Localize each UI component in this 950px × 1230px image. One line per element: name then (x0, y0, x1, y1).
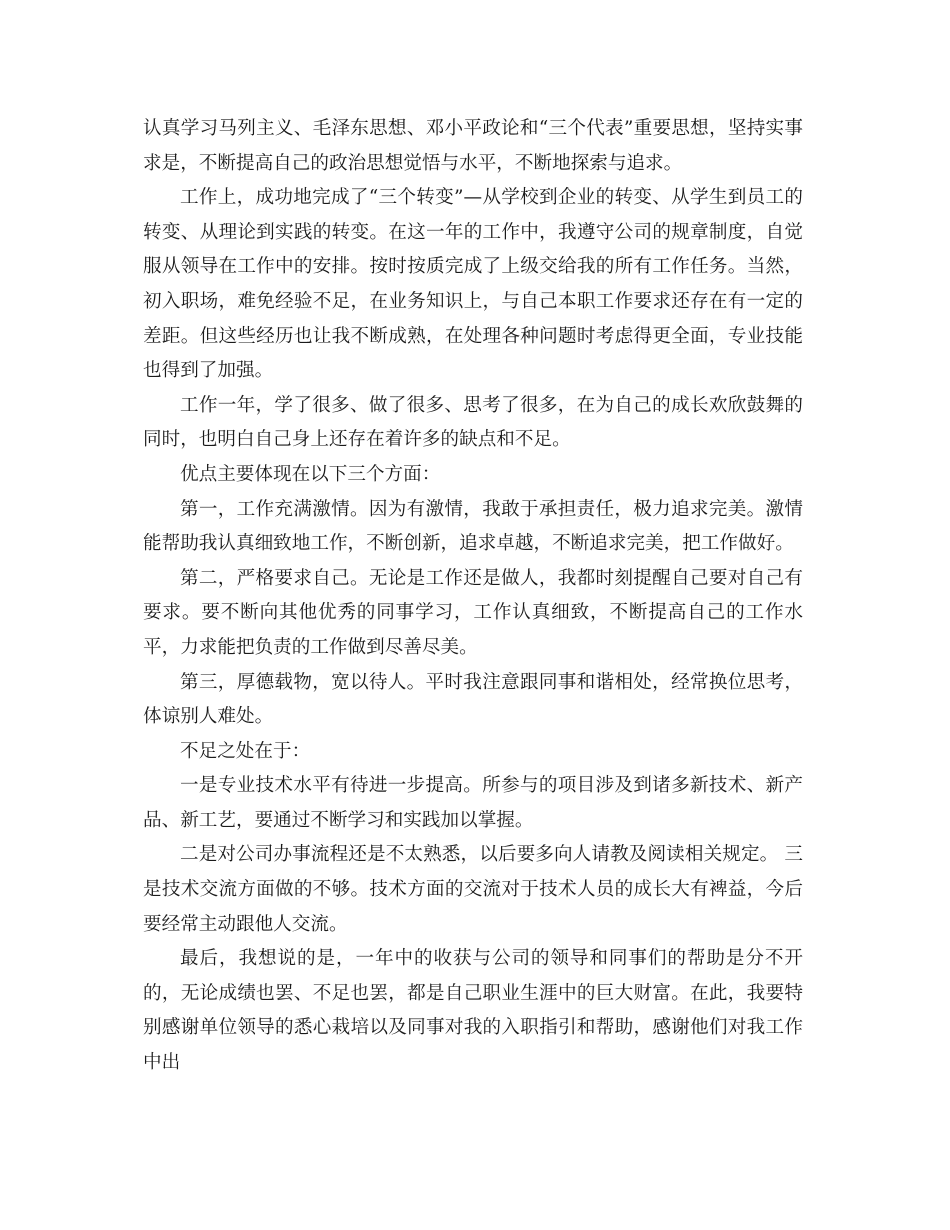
paragraph-9: 一是专业技术水平有待进一步提高。所参与的项目涉及到诸多新技术、新产品、新工艺，要通过不断学习和实践加以掌握。 (143, 775, 803, 831)
paragraph-5: 第一，工作充满激情。因为有激情，我敢于承担责任，极力追求完美。激情能帮助我认真细致地工作，不断创新，追求卓越，不断追求完美，把工作做好。 (143, 498, 803, 555)
paragraph-11: 最后，我想说的是，一年中的收获与公司的领导和同事们的帮助是分不开的，无论成绩也罢、不足也罢，都是自己职业生涯中的巨大财富。在此，我要特别感谢单位领导的悉心栽培以及同事对我的入职指引和帮助，感谢他们对我工作中出 (143, 948, 803, 1074)
paragraph-1: 认真学习马列主义、毛泽东思想、邓小平政论和“三个代表”重要思想，坚持实事求是，不断提高自己的政治思想觉悟与水平，不断地探索与追求。 (143, 118, 803, 174)
paragraph-2: 工作上，成功地完成了“三个转变”—从学校到企业的转变、从学生到员工的转变、从理论到实践的转变。在这一年的工作中，我遵守公司的规章制度，自觉服从领导在工作中的安排。按时按质完成了上级交给我的所有工作任务。当然，初入职场，难免经验不足，在业务知识上，与自己本职工作要求还存在有一定的差距。但这些经历也让我不断成熟，在处理各种问题时考虑得更全面，专业技能也得到了加强。 (143, 187, 803, 382)
paragraph-4: 优点主要体现在以下三个方面： (180, 463, 441, 485)
document-body (143, 112, 803, 1081)
paragraph-8: 不足之处在于： (180, 740, 311, 762)
paragraph-10: 二是对公司办事流程还是不太熟悉，以后要多向人请教及阅读相关规定。 三是技术交流方面做的不够。技术方面的交流对于技术人员的成长大有裨益，今后要经常主动跟他人交流。 (143, 844, 803, 935)
paragraph-3: 工作一年，学了很多、做了很多、思考了很多，在为自己的成长欢欣鼓舞的同时，也明白自己身上还存在着许多的缺点和不足。 (143, 394, 803, 451)
paragraph-7: 第三，厚德载物，宽以待人。平时我注意跟同事和谐相处，经常换位思考，体谅别人难处。 (143, 671, 803, 728)
paragraph-6: 第二，严格要求自己。无论是工作还是做人，我都时刻提醒自己要对自己有要求。要不断向其他优秀的同事学习，工作认真细致，不断提高自己的工作水平，力求能把负责的工作做到尽善尽美。 (143, 567, 803, 658)
